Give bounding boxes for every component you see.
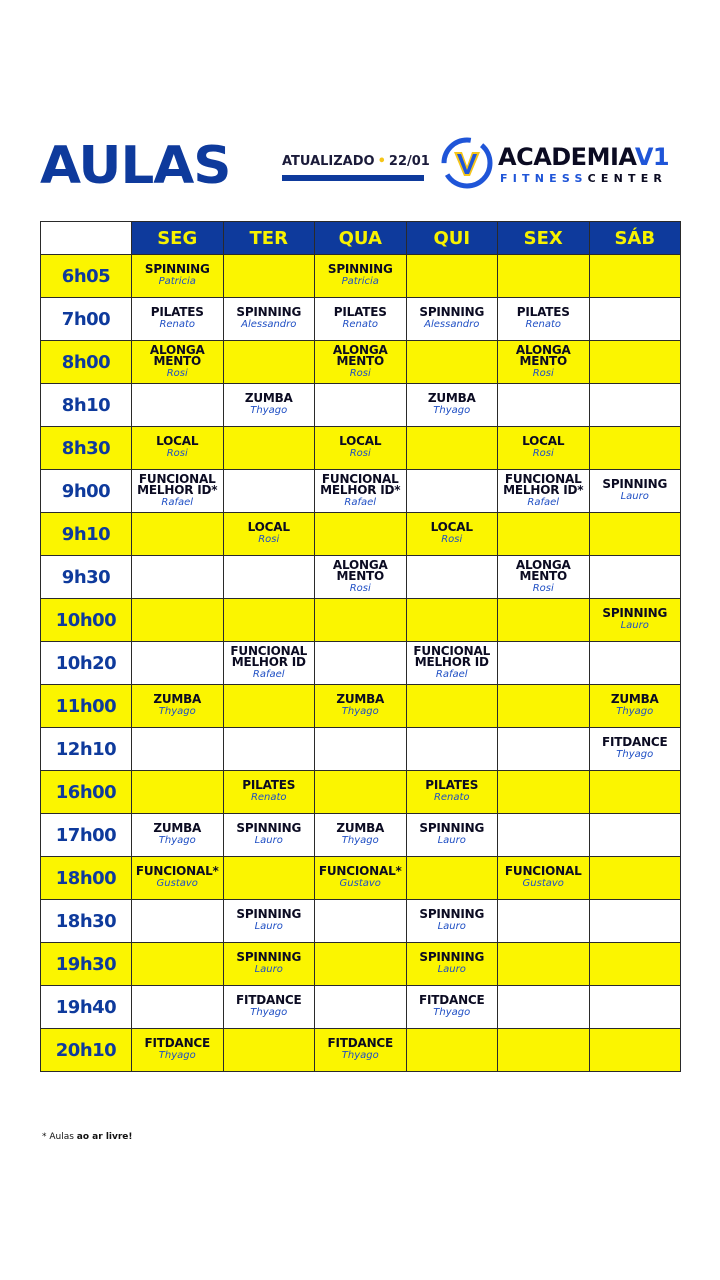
time-cell: 18h30 bbox=[41, 900, 132, 943]
class-cell bbox=[223, 513, 315, 556]
page-title: AULAS bbox=[40, 136, 231, 196]
class-name: FITDANCE bbox=[327, 1036, 394, 1050]
class-cell bbox=[589, 384, 681, 427]
instructor-name: Thyago bbox=[158, 1050, 196, 1061]
class-cell bbox=[498, 384, 590, 427]
class-cell bbox=[132, 943, 224, 986]
instructor-name: Thyago bbox=[250, 405, 288, 416]
instructor-name: Patricia bbox=[341, 276, 379, 287]
schedule-row bbox=[41, 384, 681, 427]
class-cell bbox=[315, 986, 407, 1029]
instructor-name: Rosi bbox=[532, 582, 554, 594]
class-cell bbox=[406, 900, 498, 943]
logo-sub-center: CENTER bbox=[587, 172, 668, 185]
instructor-name: Thyago bbox=[158, 835, 196, 846]
day-header: SÁB bbox=[589, 222, 681, 255]
class-name: FUNCIONAL MELHOR ID* bbox=[320, 471, 401, 497]
class-cell bbox=[132, 900, 224, 943]
schedule-row bbox=[41, 427, 681, 470]
class-name: ZUMBA bbox=[610, 692, 659, 706]
class-cell bbox=[223, 427, 315, 470]
class-name: PILATES bbox=[425, 778, 479, 792]
schedule-body bbox=[41, 255, 681, 1072]
schedule-row bbox=[41, 771, 681, 814]
class-name: SPINNING bbox=[419, 305, 485, 319]
class-cell bbox=[315, 642, 407, 685]
class-cell bbox=[406, 513, 498, 556]
class-name: FUNCIONAL* bbox=[318, 864, 402, 878]
class-cell bbox=[406, 1029, 498, 1072]
class-cell bbox=[223, 943, 315, 986]
instructor-name: Thyago bbox=[341, 1050, 379, 1061]
instructor-name: Renato bbox=[159, 319, 196, 330]
class-cell bbox=[132, 599, 224, 642]
class-cell bbox=[406, 943, 498, 986]
instructor-name: Rosi bbox=[258, 534, 280, 545]
class-cell bbox=[406, 728, 498, 771]
class-name: PILATES bbox=[516, 305, 570, 319]
class-cell bbox=[498, 685, 590, 728]
day-header: TER bbox=[223, 222, 315, 255]
instructor-name: Rosi bbox=[166, 448, 188, 459]
class-cell bbox=[406, 255, 498, 298]
corner-cell bbox=[41, 222, 132, 255]
class-name: FUNCIONAL MELHOR ID* bbox=[503, 471, 584, 497]
class-cell bbox=[589, 814, 681, 857]
day-header: QUA bbox=[315, 222, 407, 255]
class-cell bbox=[498, 255, 590, 298]
class-cell bbox=[498, 556, 590, 599]
schedule-row bbox=[41, 341, 681, 384]
instructor-name: Thyago bbox=[250, 1007, 288, 1018]
class-cell bbox=[315, 728, 407, 771]
class-cell bbox=[589, 341, 681, 384]
schedule-row bbox=[41, 685, 681, 728]
class-name: SPINNING bbox=[419, 950, 485, 964]
class-cell bbox=[132, 255, 224, 298]
instructor-name: Lauro bbox=[620, 620, 649, 631]
class-cell bbox=[406, 384, 498, 427]
instructor-name: Gustavo bbox=[522, 878, 564, 889]
class-cell bbox=[406, 771, 498, 814]
class-cell bbox=[498, 814, 590, 857]
class-cell bbox=[132, 642, 224, 685]
schedule-row bbox=[41, 814, 681, 857]
class-name: ZUMBA bbox=[336, 821, 385, 835]
class-cell bbox=[223, 255, 315, 298]
class-cell bbox=[406, 857, 498, 900]
class-cell bbox=[223, 986, 315, 1029]
schedule-row bbox=[41, 857, 681, 900]
class-cell bbox=[498, 513, 590, 556]
schedule-row bbox=[41, 599, 681, 642]
class-cell bbox=[589, 513, 681, 556]
time-cell: 8h10 bbox=[41, 384, 132, 427]
instructor-name: Rosi bbox=[441, 534, 463, 545]
class-name: LOCAL bbox=[522, 434, 565, 448]
class-cell bbox=[132, 298, 224, 341]
class-cell bbox=[315, 384, 407, 427]
footnote-prefix: * Aulas bbox=[42, 1132, 77, 1142]
instructor-name: Renato bbox=[525, 319, 562, 330]
time-cell: 20h10 bbox=[41, 1029, 132, 1072]
class-name: LOCAL bbox=[339, 434, 382, 448]
class-name: PILATES bbox=[242, 778, 296, 792]
class-cell bbox=[223, 384, 315, 427]
instructor-name: Alessandro bbox=[241, 319, 297, 330]
academia-logo bbox=[440, 136, 685, 194]
class-cell bbox=[315, 599, 407, 642]
class-cell bbox=[132, 513, 224, 556]
schedule-row bbox=[41, 900, 681, 943]
class-cell bbox=[498, 427, 590, 470]
class-cell bbox=[315, 470, 407, 513]
class-cell bbox=[589, 771, 681, 814]
instructor-name: Rafael bbox=[435, 668, 468, 680]
instructor-name: Thyago bbox=[433, 405, 471, 416]
instructor-name: Rosi bbox=[349, 448, 371, 459]
instructor-name: Lauro bbox=[437, 964, 466, 975]
class-cell bbox=[589, 986, 681, 1029]
class-cell bbox=[406, 685, 498, 728]
instructor-name: Rosi bbox=[532, 448, 554, 459]
day-header: SEG bbox=[132, 222, 224, 255]
class-cell bbox=[406, 599, 498, 642]
class-cell bbox=[498, 943, 590, 986]
class-cell bbox=[315, 814, 407, 857]
class-cell bbox=[589, 728, 681, 771]
header bbox=[40, 130, 685, 200]
footnote bbox=[42, 1132, 133, 1142]
class-cell bbox=[223, 298, 315, 341]
class-cell bbox=[589, 943, 681, 986]
class-name: ALONGA MENTO bbox=[332, 342, 388, 368]
class-name: FUNCIONAL MELHOR ID bbox=[230, 643, 308, 669]
time-cell: 16h00 bbox=[41, 771, 132, 814]
class-cell bbox=[315, 771, 407, 814]
class-name: ALONGA MENTO bbox=[515, 557, 571, 583]
class-name: PILATES bbox=[150, 305, 204, 319]
bullet-dot-icon: • bbox=[377, 154, 386, 169]
class-name: ALONGA MENTO bbox=[515, 342, 571, 368]
class-cell bbox=[589, 470, 681, 513]
class-name: SPINNING bbox=[236, 305, 302, 319]
day-header: SEX bbox=[498, 222, 590, 255]
time-cell: 12h10 bbox=[41, 728, 132, 771]
class-name: FUNCIONAL* bbox=[135, 864, 219, 878]
class-cell bbox=[223, 685, 315, 728]
schedule-row bbox=[41, 728, 681, 771]
time-cell: 9h10 bbox=[41, 513, 132, 556]
class-cell bbox=[498, 470, 590, 513]
time-cell: 17h00 bbox=[41, 814, 132, 857]
class-cell bbox=[223, 771, 315, 814]
class-name: FITDANCE bbox=[235, 993, 302, 1007]
class-cell bbox=[498, 728, 590, 771]
instructor-name: Rafael bbox=[252, 668, 285, 680]
class-name: SPINNING bbox=[144, 262, 210, 276]
class-cell bbox=[315, 900, 407, 943]
instructor-name: Thyago bbox=[341, 706, 379, 717]
time-cell: 10h00 bbox=[41, 599, 132, 642]
class-cell bbox=[132, 384, 224, 427]
schedule-row bbox=[41, 513, 681, 556]
class-name: FUNCIONAL MELHOR ID bbox=[413, 643, 491, 669]
instructor-name: Renato bbox=[250, 792, 287, 803]
class-cell bbox=[315, 1029, 407, 1072]
class-cell bbox=[223, 599, 315, 642]
class-name: ZUMBA bbox=[153, 821, 202, 835]
class-name: ZUMBA bbox=[336, 692, 385, 706]
class-cell bbox=[406, 341, 498, 384]
class-cell bbox=[498, 986, 590, 1029]
instructor-name: Thyago bbox=[341, 835, 379, 846]
class-name: SPINNING bbox=[602, 606, 668, 620]
time-cell: 18h00 bbox=[41, 857, 132, 900]
time-cell: 11h00 bbox=[41, 685, 132, 728]
class-cell bbox=[406, 298, 498, 341]
class-name: ALONGA MENTO bbox=[149, 342, 205, 368]
class-cell bbox=[223, 470, 315, 513]
class-name: ALONGA MENTO bbox=[332, 557, 388, 583]
class-cell bbox=[132, 857, 224, 900]
instructor-name: Lauro bbox=[254, 964, 283, 975]
instructor-name: Rosi bbox=[532, 367, 554, 379]
day-header: QUI bbox=[406, 222, 498, 255]
class-name: SPINNING bbox=[236, 950, 302, 964]
instructor-name: Lauro bbox=[620, 491, 649, 502]
class-name: FITDANCE bbox=[601, 735, 668, 749]
instructor-name: Lauro bbox=[437, 835, 466, 846]
updated-label: ATUALIZADO bbox=[282, 154, 375, 169]
class-cell bbox=[589, 642, 681, 685]
class-cell bbox=[406, 470, 498, 513]
class-cell bbox=[132, 771, 224, 814]
class-cell bbox=[498, 599, 590, 642]
schedule-row bbox=[41, 298, 681, 341]
instructor-name: Rosi bbox=[166, 367, 188, 379]
time-cell: 9h00 bbox=[41, 470, 132, 513]
update-info bbox=[282, 154, 430, 181]
class-cell bbox=[589, 900, 681, 943]
class-cell bbox=[406, 642, 498, 685]
day-header-row bbox=[41, 222, 681, 255]
class-cell bbox=[498, 298, 590, 341]
instructor-name: Gustavo bbox=[156, 878, 198, 889]
instructor-name: Thyago bbox=[616, 749, 654, 760]
class-cell bbox=[315, 341, 407, 384]
instructor-name: Lauro bbox=[437, 921, 466, 932]
instructor-name: Rafael bbox=[527, 496, 560, 508]
class-cell bbox=[406, 556, 498, 599]
class-schedule-table bbox=[40, 221, 681, 1072]
class-cell bbox=[498, 642, 590, 685]
class-name: FUNCIONAL bbox=[504, 864, 582, 878]
instructor-name: Thyago bbox=[158, 706, 196, 717]
class-cell bbox=[406, 814, 498, 857]
instructor-name: Renato bbox=[342, 319, 379, 330]
class-cell bbox=[132, 556, 224, 599]
class-cell bbox=[223, 814, 315, 857]
time-cell: 19h40 bbox=[41, 986, 132, 1029]
instructor-name: Lauro bbox=[254, 921, 283, 932]
time-cell: 7h00 bbox=[41, 298, 132, 341]
class-cell bbox=[315, 427, 407, 470]
class-cell bbox=[223, 341, 315, 384]
class-cell bbox=[132, 685, 224, 728]
class-cell bbox=[315, 298, 407, 341]
class-cell bbox=[498, 771, 590, 814]
schedule-row bbox=[41, 986, 681, 1029]
footnote-bold: ao ar livre! bbox=[76, 1132, 133, 1142]
class-cell bbox=[589, 298, 681, 341]
class-cell bbox=[315, 857, 407, 900]
instructor-name: Rosi bbox=[349, 367, 371, 379]
logo-name: ACADEMIA bbox=[498, 143, 635, 171]
class-cell bbox=[132, 986, 224, 1029]
schedule-row bbox=[41, 642, 681, 685]
logo-sub-fitness: FITNESS bbox=[500, 172, 588, 185]
instructor-name: Alessandro bbox=[424, 319, 480, 330]
instructor-name: Patricia bbox=[158, 276, 196, 287]
time-cell: 10h20 bbox=[41, 642, 132, 685]
class-cell bbox=[315, 255, 407, 298]
class-cell bbox=[498, 857, 590, 900]
class-cell bbox=[223, 1029, 315, 1072]
instructor-name: Renato bbox=[433, 792, 470, 803]
class-name: SPINNING bbox=[602, 477, 668, 491]
class-cell bbox=[132, 728, 224, 771]
schedule-row bbox=[41, 255, 681, 298]
class-name: ZUMBA bbox=[427, 391, 476, 405]
class-cell bbox=[132, 1029, 224, 1072]
class-cell bbox=[589, 685, 681, 728]
class-name: FITDANCE bbox=[418, 993, 485, 1007]
class-cell bbox=[315, 513, 407, 556]
class-cell bbox=[589, 1029, 681, 1072]
class-cell bbox=[132, 427, 224, 470]
time-cell: 8h30 bbox=[41, 427, 132, 470]
class-cell bbox=[223, 556, 315, 599]
instructor-name: Thyago bbox=[433, 1007, 471, 1018]
class-cell bbox=[315, 685, 407, 728]
class-name: LOCAL bbox=[430, 520, 473, 534]
class-cell bbox=[498, 1029, 590, 1072]
time-cell: 6h05 bbox=[41, 255, 132, 298]
class-name: PILATES bbox=[333, 305, 387, 319]
class-cell bbox=[589, 857, 681, 900]
class-cell bbox=[589, 255, 681, 298]
divider bbox=[282, 175, 424, 181]
class-cell bbox=[223, 857, 315, 900]
class-name: FUNCIONAL MELHOR ID* bbox=[137, 471, 218, 497]
class-name: ZUMBA bbox=[153, 692, 202, 706]
instructor-name: Rafael bbox=[344, 496, 377, 508]
class-cell bbox=[132, 470, 224, 513]
instructor-name: Thyago bbox=[616, 706, 654, 717]
class-name: ZUMBA bbox=[244, 391, 293, 405]
class-cell bbox=[315, 943, 407, 986]
class-name: LOCAL bbox=[247, 520, 290, 534]
schedule-row bbox=[41, 470, 681, 513]
schedule-row bbox=[41, 1029, 681, 1072]
class-cell bbox=[315, 556, 407, 599]
class-cell bbox=[406, 427, 498, 470]
class-cell bbox=[223, 900, 315, 943]
class-cell bbox=[589, 599, 681, 642]
class-name: SPINNING bbox=[419, 907, 485, 921]
time-cell: 19h30 bbox=[41, 943, 132, 986]
class-name: SPINNING bbox=[327, 262, 393, 276]
class-cell bbox=[406, 986, 498, 1029]
class-name: SPINNING bbox=[419, 821, 485, 835]
logo-suffix: V1 bbox=[634, 143, 670, 171]
class-name: FITDANCE bbox=[144, 1036, 211, 1050]
class-cell bbox=[223, 728, 315, 771]
instructor-name: Gustavo bbox=[339, 878, 381, 889]
time-cell: 8h00 bbox=[41, 341, 132, 384]
class-cell bbox=[223, 642, 315, 685]
class-name: SPINNING bbox=[236, 821, 302, 835]
class-cell bbox=[589, 556, 681, 599]
instructor-name: Lauro bbox=[254, 835, 283, 846]
schedule-row bbox=[41, 943, 681, 986]
time-cell: 9h30 bbox=[41, 556, 132, 599]
class-cell bbox=[132, 814, 224, 857]
schedule-row bbox=[41, 556, 681, 599]
class-name: LOCAL bbox=[156, 434, 199, 448]
updated-date: 22/01 bbox=[388, 154, 430, 169]
instructor-name: Rosi bbox=[349, 582, 371, 594]
class-cell bbox=[132, 341, 224, 384]
instructor-name: Rafael bbox=[161, 496, 194, 508]
class-name: SPINNING bbox=[236, 907, 302, 921]
class-cell bbox=[498, 900, 590, 943]
academia-v1-logo-icon bbox=[440, 136, 494, 190]
class-cell bbox=[498, 341, 590, 384]
class-cell bbox=[589, 427, 681, 470]
